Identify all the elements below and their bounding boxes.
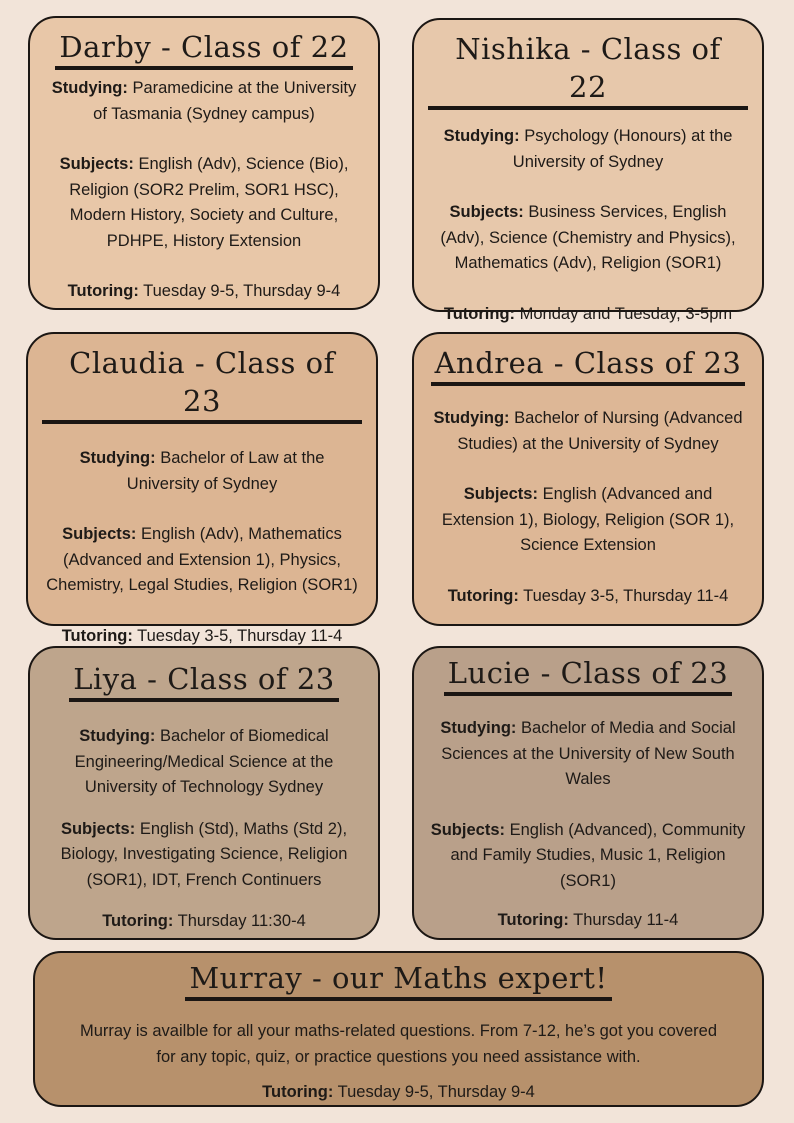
tutor-card-andrea: [412, 332, 764, 626]
studying-text: Studying: Paramedicine at the University of Tasmania (Sydney campus): [51, 79, 357, 123]
tutor-card-nishika: [412, 18, 764, 323]
tutor-card-murray: [33, 951, 764, 1107]
description-text: Murray is availble for all your maths-related questions. From 7-12, he’s got you covered for any topic, quiz, or practice questions you need assistance with.: [79, 1022, 718, 1066]
tutoring-text: Tutoring: Tuesday 3-5, Thursday 11-4: [447, 586, 729, 605]
subjects-text: Subjects: English (Advanced and Extension 1), Biology, Religion (SOR 1), Science Extension: [441, 485, 735, 554]
tutoring-text: Tutoring: Tuesday 3-5, Thursday 11-4: [61, 626, 343, 645]
studying-text: Studying: Bachelor of Law at the University of Sydney: [79, 449, 325, 493]
tutor-name-heading: Lucie - Class of 23: [444, 654, 732, 696]
tutoring-text: Tutoring: Tuesday 9-5, Thursday 9-4: [262, 1083, 535, 1101]
tutor-name-heading: Andrea - Class of 23: [431, 344, 746, 386]
subjects-text: Subjects: English (Adv), Science (Bio), Religion (SOR2 Prelim, SOR1 HSC), Modern History, Society and Culture, PDHPE, History Extension: [59, 155, 349, 250]
tutor-card-darby: [28, 16, 380, 310]
tutoring-text: Tutoring: Monday and Tuesday, 3-5pm: [443, 304, 733, 323]
subjects-text: Subjects: English (Std), Maths (Std 2), Biology, Investigating Science, Religion (SOR1), IDT, French Continuers: [60, 819, 348, 889]
tutor-card-lucie: [412, 646, 764, 940]
studying-text: Studying: Bachelor of Nursing (Advanced Studies) at the University of Sydney: [433, 409, 743, 453]
tutoring-text: Tutoring: Thursday 11-4: [497, 911, 679, 929]
tutor-name-heading: Claudia - Class of 23: [42, 344, 362, 424]
subjects-text: Subjects: English (Advanced), Community and Family Studies, Music 1, Religion (SOR1): [430, 820, 746, 890]
tutoring-text: Tutoring: Tuesday 9-5, Thursday 9-4: [67, 282, 341, 300]
tutor-name-heading: Liya - Class of 23: [69, 660, 339, 702]
studying-text: Studying: Bachelor of Media and Social Sciences at the University of New South Wales: [440, 719, 736, 788]
tutor-card-claudia: [26, 332, 378, 645]
tutor-name-heading: Darby - Class of 22: [55, 28, 352, 70]
studying-text: Studying: Bachelor of Biomedical Engineering/Medical Science at the University of Technology Sydney: [74, 727, 334, 796]
tutoring-text: Tutoring: Thursday 11:30-4: [102, 912, 306, 930]
subjects-text: Subjects: Business Services, English (Adv), Science (Chemistry and Physics), Mathematics (Adv), Religion (SOR1): [440, 203, 736, 272]
tutor-name-heading: Murray - our Maths expert!: [185, 959, 611, 1001]
tutor-name-heading: Nishika - Class of 22: [428, 30, 748, 110]
studying-text: Studying: Psychology (Honours) at the University of Sydney: [443, 127, 733, 171]
tutor-card-liya: [28, 646, 380, 940]
subjects-text: Subjects: English (Adv), Mathematics (Advanced and Extension 1), Physics, Chemistry, Legal Studies, Religion (SOR1): [46, 525, 358, 594]
